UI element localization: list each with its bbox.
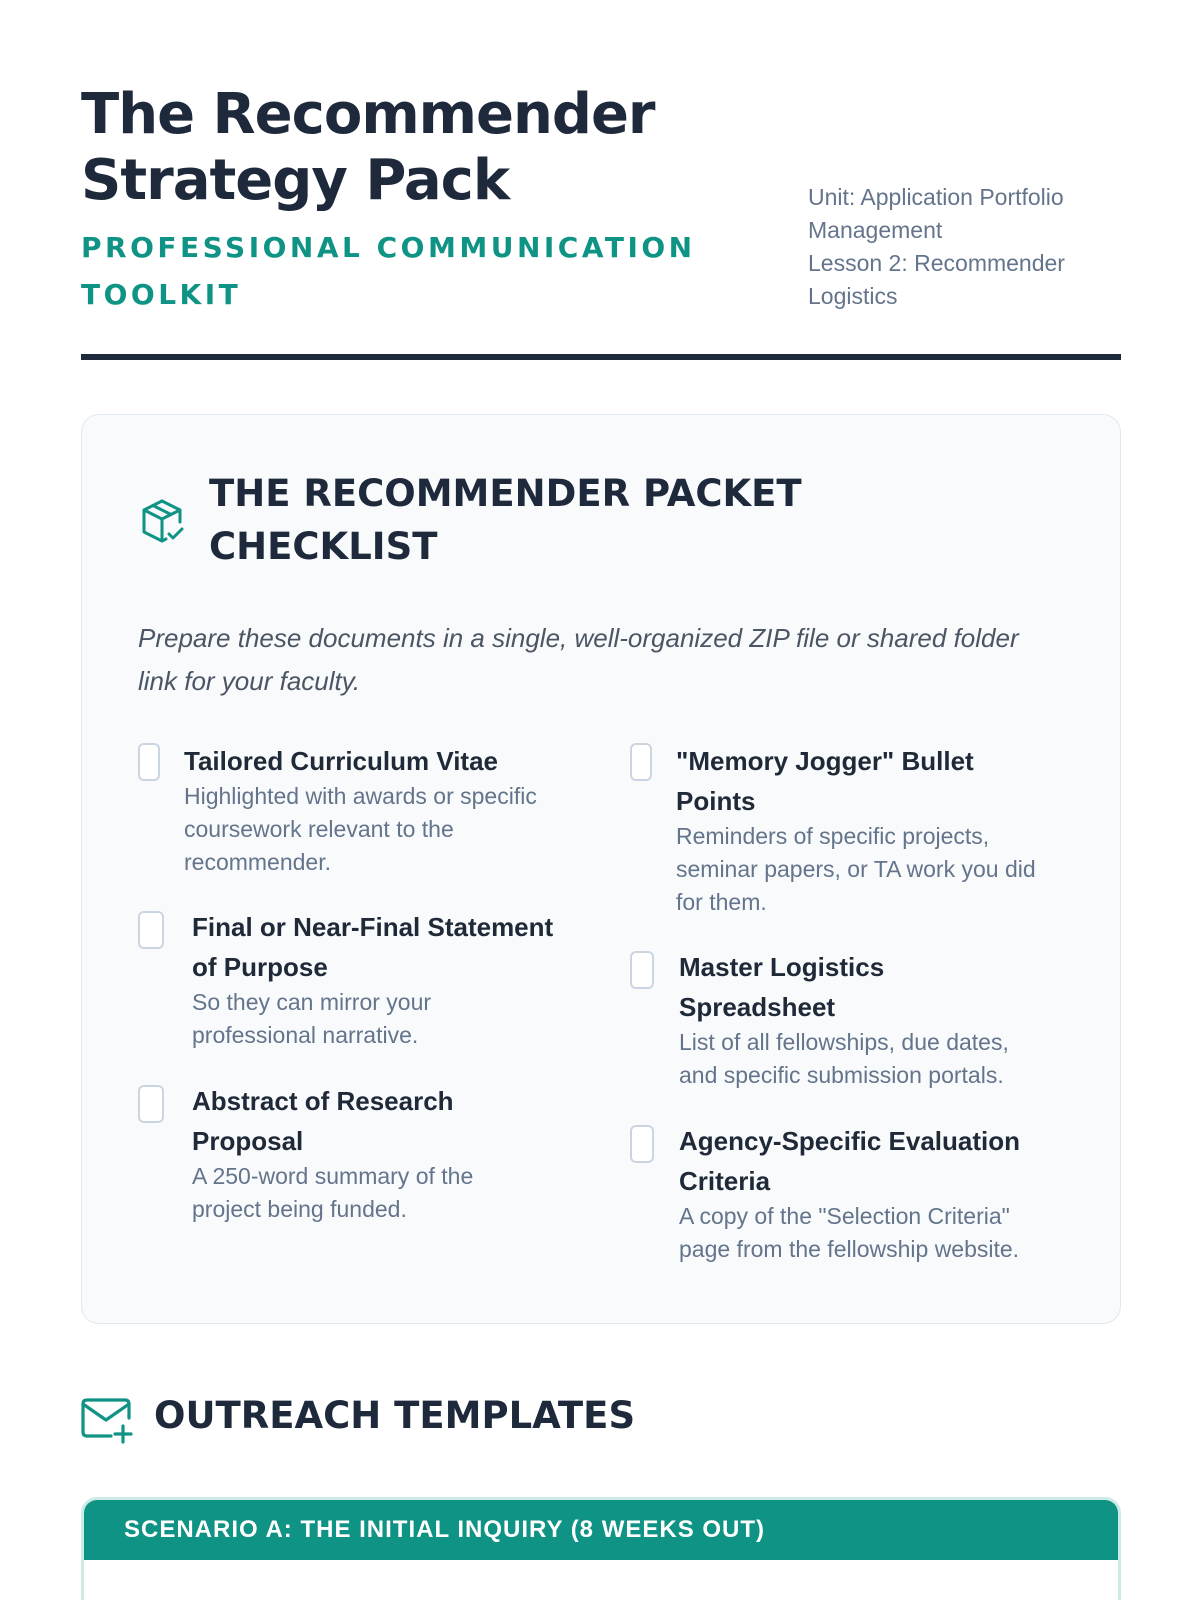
page-title: The Recommender Strategy Pack (81, 82, 655, 213)
checklist-item (138, 741, 578, 881)
checklist-intro: Prepare these documents in a single, well-organized ZIP file or shared folder link for your faculty. (138, 623, 1019, 696)
header-divider (81, 354, 1121, 360)
item-checkbox[interactable] (630, 1125, 654, 1163)
item-description: A 250-word summary of the project being funded. (192, 1163, 474, 1222)
checklist-title: THE RECOMMENDER PACKET CHECKLIST (209, 472, 802, 568)
page-subtitle: PROFESSIONAL COMMUNICATION TOOLKIT (81, 231, 696, 311)
item-description: So they can mirror your professional narrative. (192, 989, 432, 1048)
scenario-card (81, 1497, 1121, 1600)
mail-plus-icon (81, 1392, 133, 1444)
item-description: A copy of the "Selection Criteria" page from the fellowship website. (679, 1203, 1020, 1262)
scenario-header (84, 1500, 1121, 1560)
item-title: Master Logistics Spreadsheet (679, 952, 885, 1022)
lesson-meta (808, 181, 1108, 313)
checklist-item (138, 1081, 578, 1231)
unit-label: Unit: Application Portfolio Management (808, 184, 1064, 243)
checklist-item (630, 1121, 1070, 1271)
outreach-title: OUTREACH TEMPLATES (154, 1394, 636, 1437)
item-checkbox[interactable] (630, 743, 652, 781)
item-title: Agency-Specific Evaluation Criteria (679, 1126, 1020, 1196)
item-description: List of all fellowships, due dates, and specific submission portals. (679, 1029, 1009, 1088)
package-check-icon (138, 497, 186, 545)
lesson-label: Lesson 2: Recommender Logistics (808, 250, 1065, 309)
item-description: Reminders of specific projects, seminar papers, or TA work you did for them. (676, 823, 1036, 915)
item-checkbox[interactable] (138, 743, 160, 781)
page-header (81, 82, 1121, 360)
item-title: "Memory Jogger" Bullet Points (676, 746, 974, 816)
item-checkbox[interactable] (138, 1085, 164, 1123)
page (81, 0, 1121, 1600)
scenario-label: SCENARIO A: THE INITIAL INQUIRY (8 WEEKS OUT) (124, 1516, 766, 1543)
item-checkbox[interactable] (138, 911, 164, 949)
checklist-item (138, 907, 578, 1057)
item-checkbox[interactable] (630, 951, 654, 989)
checklist-item (630, 741, 1070, 921)
item-title: Final or Near-Final Statement of Purpose (192, 912, 554, 982)
item-title: Abstract of Research Proposal (192, 1086, 454, 1156)
item-description: Highlighted with awards or specific coursework relevant to the recommender. (184, 783, 537, 875)
checklist-item (630, 947, 1070, 1097)
packet-checklist-card (81, 414, 1121, 1324)
item-title: Tailored Curriculum Vitae (184, 746, 499, 776)
